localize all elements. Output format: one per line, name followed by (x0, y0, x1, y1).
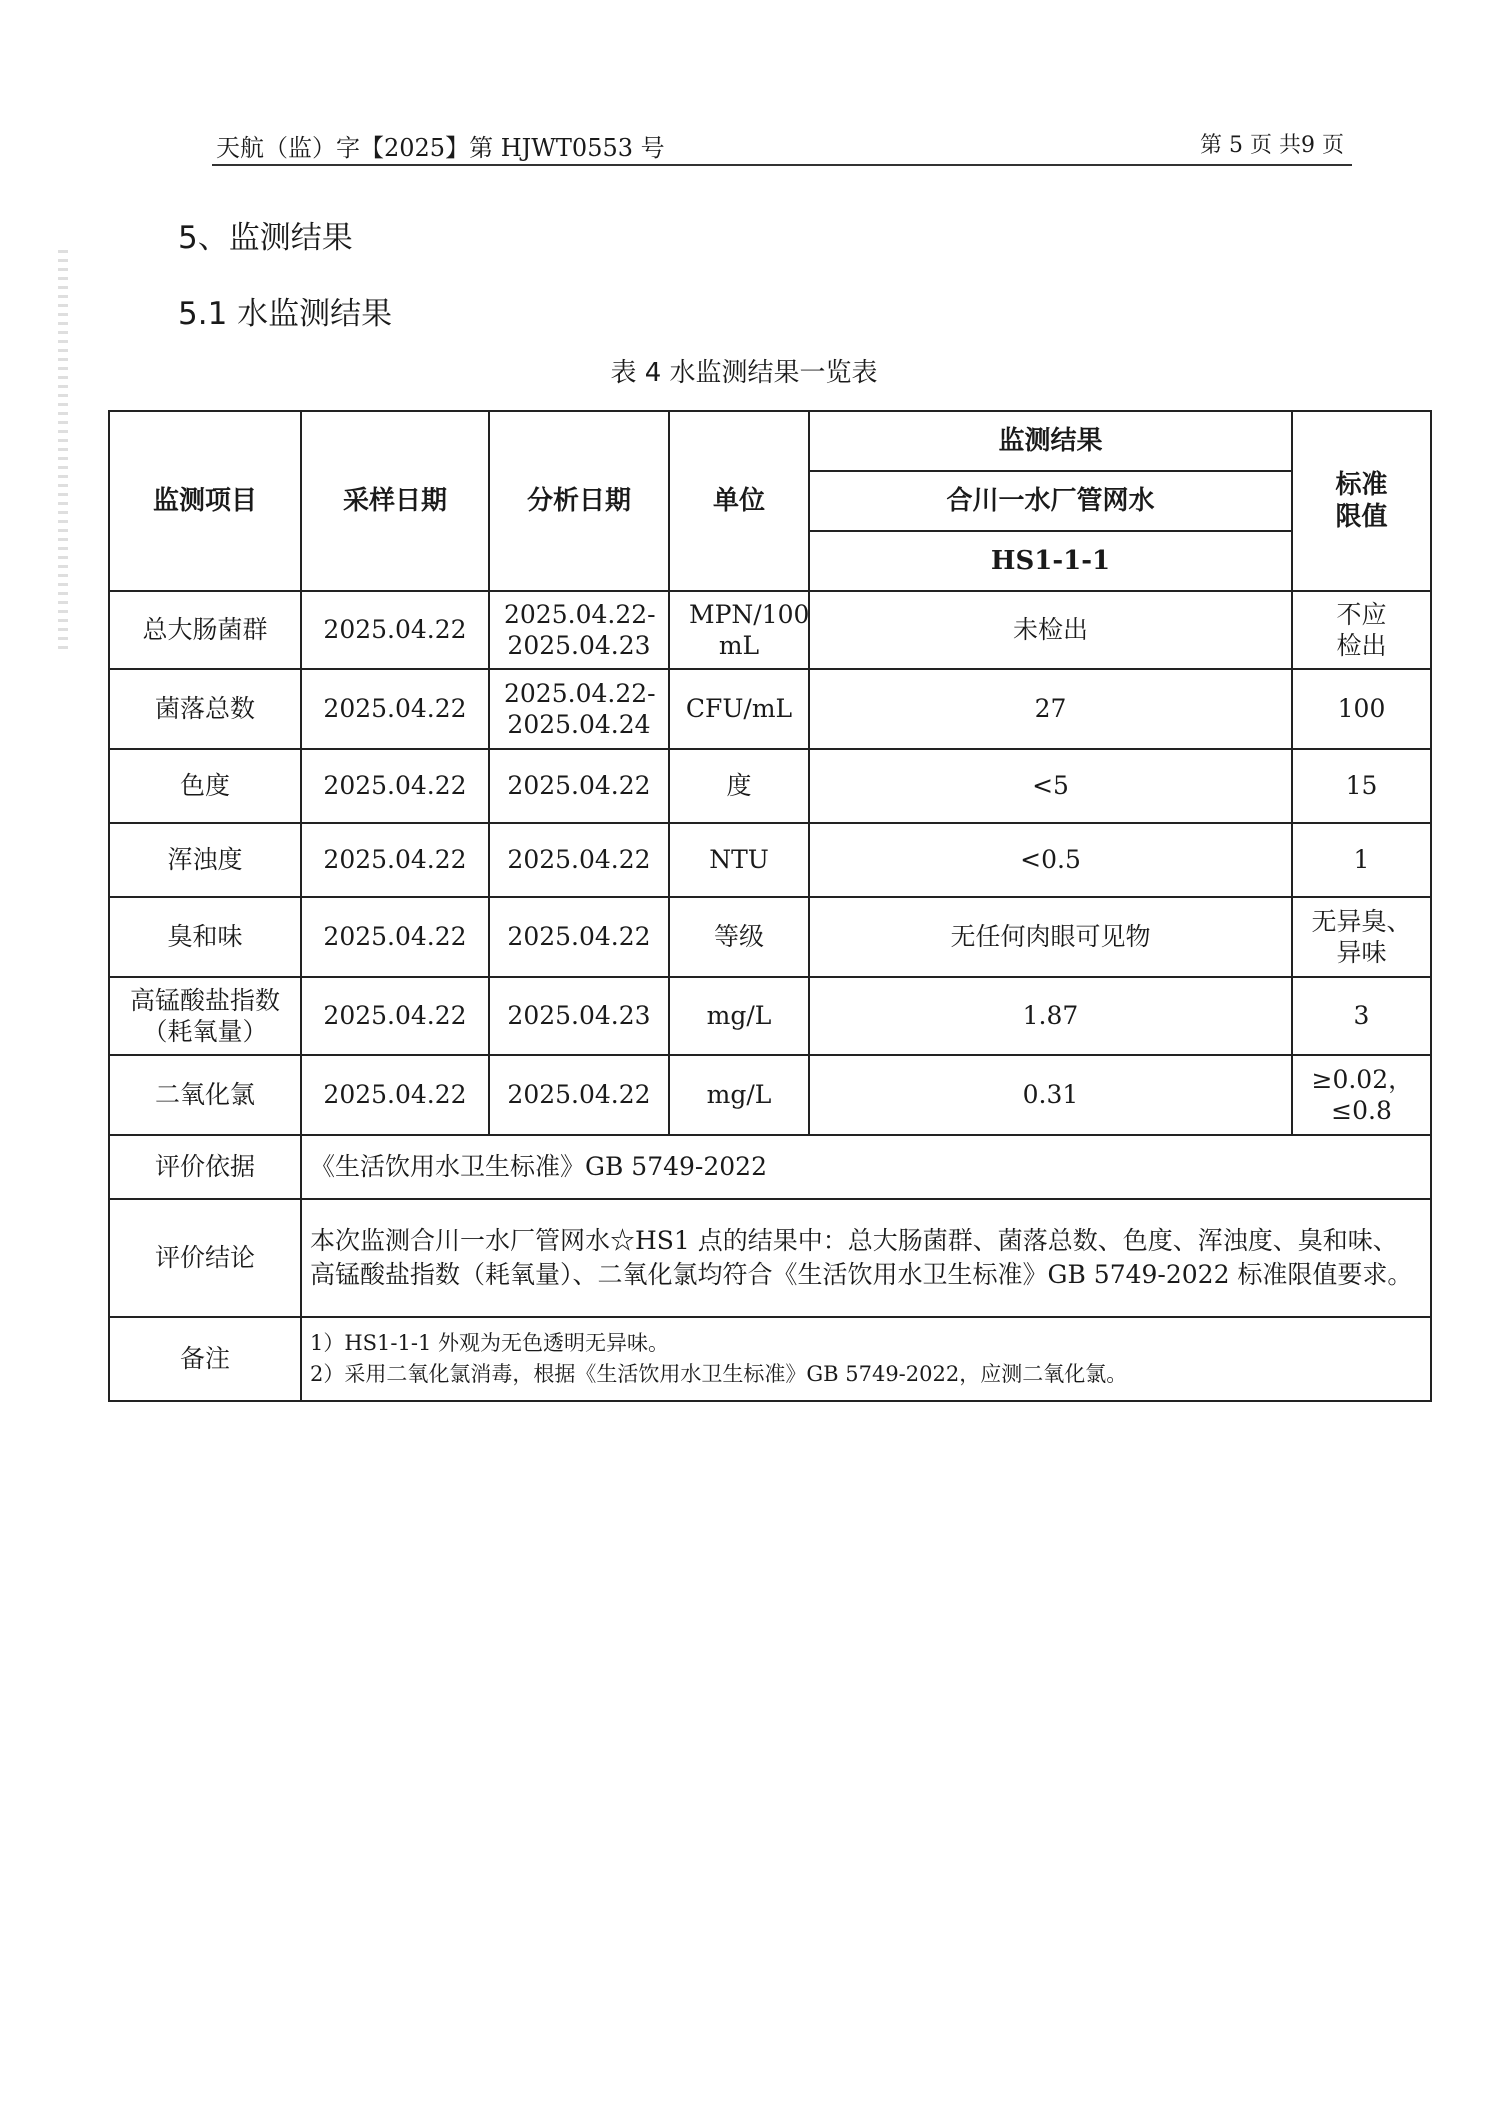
header-standard (1292, 411, 1431, 591)
scan-edge-marks (58, 250, 68, 650)
table-row (109, 1055, 1431, 1135)
cell-sampling-date: 2025.04.22 (301, 823, 489, 897)
basis-text: 《生活饮用水卫生标准》GB 5749-2022 (301, 1135, 1431, 1199)
cell-item: 色度 (109, 749, 301, 823)
subsection-title: 5.1 水监测结果 (178, 296, 393, 332)
cell-standard: 1 (1292, 823, 1431, 897)
cell-item: 总大肠菌群 (109, 591, 301, 669)
cell-unit: 度 (669, 749, 809, 823)
table-row (109, 977, 1431, 1055)
cell-sampling-date: 2025.04.22 (301, 749, 489, 823)
table-row (109, 669, 1431, 749)
cell-unit: CFU/mL (669, 669, 809, 749)
page-number: 第 5 页 共9 页 (1200, 133, 1344, 158)
header-item: 监测项目 (109, 411, 301, 591)
header-unit: 单位 (669, 411, 809, 591)
page-header (212, 124, 1352, 166)
cell-result: 1.87 (809, 977, 1292, 1055)
cell-standard-text: 不应检出 (1336, 599, 1387, 660)
cell-unit (669, 591, 809, 669)
cell-analysis-date (489, 669, 669, 749)
cell-sampling-date: 2025.04.22 (301, 977, 489, 1055)
cell-unit: 等级 (669, 897, 809, 977)
cell-unit: mg/L (669, 1055, 809, 1135)
cell-item: 臭和味 (109, 897, 301, 977)
cell-result: 0.31 (809, 1055, 1292, 1135)
cell-item: 菌落总数 (109, 669, 301, 749)
cell-sampling-date: 2025.04.22 (301, 591, 489, 669)
table-row (109, 591, 1431, 669)
table-caption: 表 4 水监测结果一览表 (610, 358, 878, 388)
cell-unit: mg/L (669, 977, 809, 1055)
section-title: 5、监测结果 (178, 220, 353, 256)
remark-line: 1）HS1-1-1 外观为无色透明无异味。 (310, 1330, 670, 1355)
header-sample-code: HS1-1-1 (809, 531, 1292, 591)
table-row (109, 749, 1431, 823)
cell-standard (1292, 897, 1431, 977)
cell-analysis-date: 2025.04.22 (489, 1055, 669, 1135)
evaluation-basis-row (109, 1135, 1431, 1199)
remark-line: 2）采用二氧化氯消毒，根据《生活饮用水卫生标准》GB 5749-2022，应测二氧化氯。 (310, 1362, 1128, 1386)
cell-analysis-date-text: 2025.04.22-2025.04.24 (504, 678, 656, 739)
cell-item: 二氧化氯 (109, 1055, 301, 1135)
cell-standard (1292, 591, 1431, 669)
cell-sampling-date: 2025.04.22 (301, 897, 489, 977)
basis-label: 评价依据 (109, 1135, 301, 1199)
header-analysis-date: 分析日期 (489, 411, 669, 591)
remarks-row (109, 1317, 1431, 1401)
cell-result: <5 (809, 749, 1292, 823)
water-monitoring-results-table (108, 410, 1432, 1402)
cell-analysis-date: 2025.04.22 (489, 897, 669, 977)
cell-analysis-date (489, 591, 669, 669)
remarks-label: 备注 (109, 1317, 301, 1401)
table-row (109, 823, 1431, 897)
cell-item: 高锰酸盐指数（耗氧量） (109, 977, 301, 1055)
header-sampling-date: 采样日期 (301, 411, 489, 591)
cell-standard-text: 无异臭、异味 (1311, 906, 1412, 967)
cell-analysis-date: 2025.04.22 (489, 823, 669, 897)
cell-standard: 15 (1292, 749, 1431, 823)
cell-analysis-date-text: 2025.04.22-2025.04.23 (504, 599, 656, 660)
cell-result: <0.5 (809, 823, 1292, 897)
cell-unit-text: MPN/100 mL (689, 599, 810, 660)
cell-result: 27 (809, 669, 1292, 749)
cell-standard: 3 (1292, 977, 1431, 1055)
cell-result: 未检出 (809, 591, 1292, 669)
cell-unit: NTU (669, 823, 809, 897)
remarks-cell (301, 1317, 1431, 1401)
header-location: 合川一水厂管网水 (809, 471, 1292, 531)
cell-result: 无任何肉眼可见物 (809, 897, 1292, 977)
header-standard-text: 标准限值 (1335, 469, 1388, 532)
cell-standard-text: ≥0.02，≤0.8 (1311, 1064, 1414, 1125)
conclusion-label: 评价结论 (109, 1199, 301, 1317)
table-row (109, 897, 1431, 977)
document-number: 天航（监）字【2025】第 HJWT0553 号 (216, 134, 665, 162)
cell-analysis-date: 2025.04.22 (489, 749, 669, 823)
cell-sampling-date: 2025.04.22 (301, 1055, 489, 1135)
cell-sampling-date: 2025.04.22 (301, 669, 489, 749)
header-results: 监测结果 (809, 411, 1292, 471)
conclusion-text: 本次监测合川一水厂管网水☆HS1 点的结果中：总大肠菌群、菌落总数、色度、浑浊度、臭和味、高锰酸盐指数（耗氧量）、二氧化氯均符合《生活饮用水卫生标准》GB 5749-2022 标准限值要求。 (301, 1199, 1431, 1317)
cell-standard (1292, 1055, 1431, 1135)
cell-item: 浑浊度 (109, 823, 301, 897)
evaluation-conclusion-row (109, 1199, 1431, 1317)
cell-analysis-date: 2025.04.23 (489, 977, 669, 1055)
cell-standard: 100 (1292, 669, 1431, 749)
